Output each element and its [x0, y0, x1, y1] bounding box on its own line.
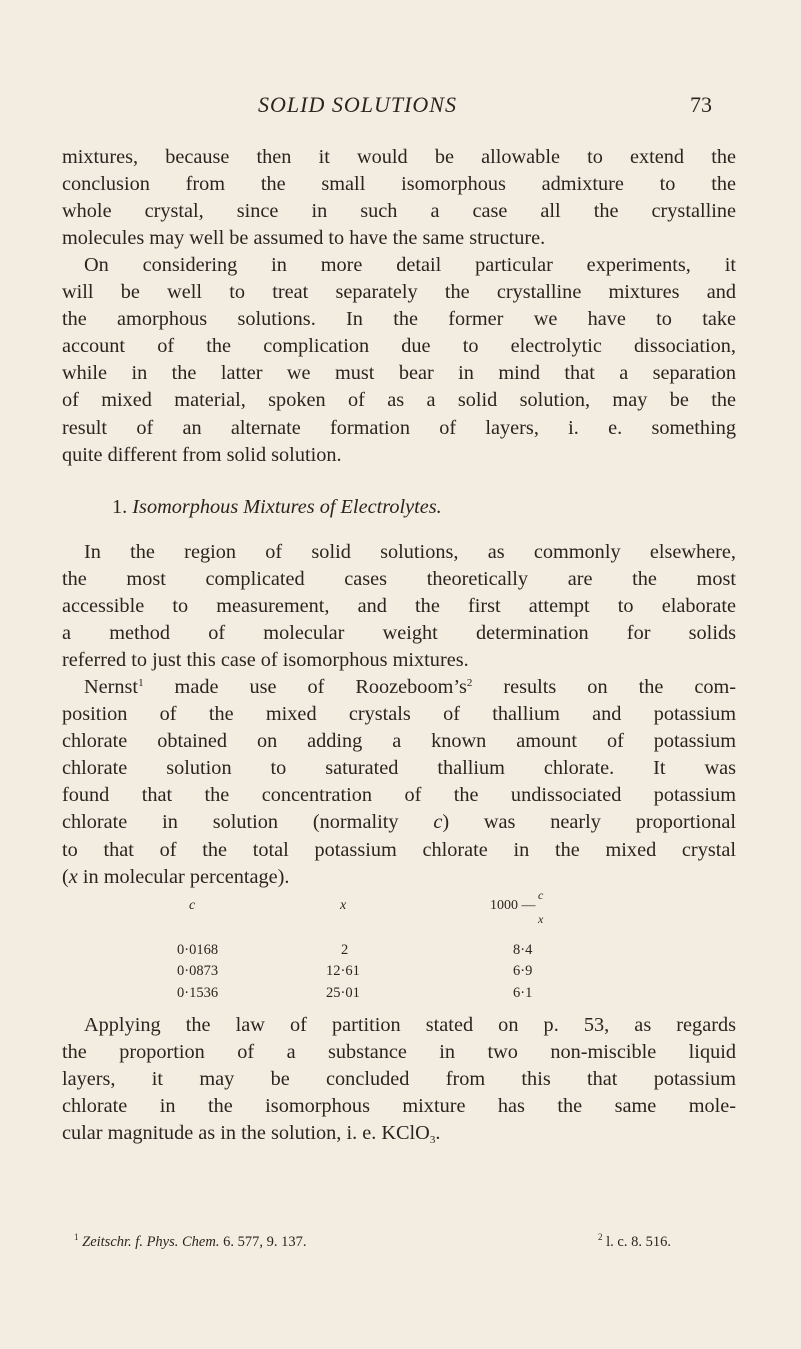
text-line: will be well to treat separately the crystalline mixtures and	[62, 281, 736, 304]
column-header-x: x	[340, 898, 347, 913]
footnote-1	[74, 1234, 306, 1251]
paragraph-4	[62, 674, 736, 891]
text-line: quite different from solid solution.	[62, 443, 342, 466]
text-run: (	[62, 865, 69, 888]
subscript: 3	[429, 1134, 436, 1147]
text-line: conclusion from the small isomorphous admixture to the	[62, 173, 736, 196]
footnote-mark: 2	[598, 1232, 603, 1242]
table-cell: 0·1536	[177, 985, 219, 1001]
text-run: .	[435, 1122, 441, 1145]
text-line: to that of the total potassium chlorate in the mixed crystal	[62, 838, 736, 861]
paragraph-2	[62, 252, 736, 469]
text-line: a method of molecular weight determination for solids	[62, 622, 736, 645]
citation-ref: l. c. 8. 516.	[602, 1234, 671, 1250]
journal-name: Zeitschr. f. Phys. Chem.	[82, 1234, 220, 1250]
section-number: 1.	[112, 496, 128, 518]
table-cell: 6·9	[513, 963, 533, 979]
paragraph-5	[62, 1012, 736, 1147]
text-run: results on the com-	[472, 676, 736, 698]
table-cell: 6·1	[513, 985, 533, 1001]
author-nernst: Nernst	[84, 676, 139, 698]
page-number: 73	[690, 92, 712, 117]
table-cell: 2	[341, 942, 349, 958]
text-line: chlorate in the isomorphous mixture has the same mole-	[62, 1095, 736, 1118]
text-line: result of an alternate formation of layers, i. e. something	[62, 416, 736, 439]
variable-c: c	[433, 811, 443, 834]
text-line: position of the mixed crystals of thallium and potassium	[62, 703, 736, 726]
text-line: chlorate solution to saturated thallium chlorate. It was	[62, 757, 736, 780]
text-line: the most complicated cases theoretically are the most	[62, 568, 736, 591]
column-header-ratio-prefix: 1000 —	[490, 898, 536, 913]
variable-x: x	[68, 865, 78, 888]
text-run: cular magnitude as in the solution, i. e. KClO	[62, 1122, 430, 1145]
table-cell: 12·61	[326, 963, 360, 979]
section-heading	[112, 496, 442, 519]
text-line: chlorate obtained on adding a known amount of potassium	[62, 730, 736, 753]
text-line: account of the complication due to electrolytic dissociation,	[62, 335, 736, 358]
running-header	[0, 92, 801, 124]
text-line: mixtures, because then it would be allowable to extend the	[62, 146, 736, 168]
text-line: molecules may well be assumed to have the same structure.	[62, 227, 546, 250]
table-cell: 8·4	[513, 942, 533, 958]
column-header-ratio-numerator: c	[538, 888, 544, 902]
text-line: On considering in more detail particular experiments, it	[84, 254, 736, 276]
column-header-c: c	[189, 898, 196, 913]
footnote-ref-1[interactable]: 1	[138, 677, 144, 689]
table-cell: 25·01	[326, 985, 360, 1001]
paragraph-1	[62, 144, 736, 252]
text-line: layers, it may be concluded from this that potassium	[62, 1068, 736, 1091]
text-line	[62, 864, 736, 891]
paragraph-3	[62, 539, 736, 674]
running-title: SOLID SOLUTIONS	[258, 92, 457, 117]
text-line: while in the latter we must bear in mind that a separation	[62, 362, 736, 385]
text-line	[62, 809, 736, 836]
text-run: in molecular percentage).	[77, 865, 290, 888]
column-header-ratio-denominator: x	[538, 912, 544, 926]
text-line: the amorphous solutions. In the former we have to take	[62, 308, 736, 331]
text-line: of mixed material, spoken of as a solid solution, may be the	[62, 389, 736, 412]
text-run: ) was nearly proportional	[442, 811, 736, 834]
text-line: In the region of solid solutions, as commonly elsewhere,	[84, 541, 736, 563]
table-cell: 0·0168	[177, 942, 219, 958]
text-run: made use of Roozeboom’s	[143, 676, 467, 698]
section-title: Isomorphous Mixtures of Electrolytes.	[132, 496, 442, 518]
text-run: chlorate in solution (normality	[62, 811, 434, 834]
text-line: referred to just this case of isomorphous mixtures.	[62, 649, 469, 672]
footnote-2	[598, 1234, 671, 1251]
text-line: Applying the law of partition stated on p. 53, as regards	[84, 1014, 736, 1036]
text-line	[62, 1120, 736, 1147]
text-line: found that the concentration of the undissociated potassium	[62, 784, 736, 807]
text-line: accessible to measurement, and the first attempt to elaborate	[62, 595, 736, 618]
text-line	[62, 674, 736, 701]
table-cell: 0·0873	[177, 963, 219, 979]
citation-ref: 6. 577, 9. 137.	[219, 1234, 307, 1250]
text-line: the proportion of a substance in two non-miscible liquid	[62, 1041, 736, 1064]
text-line: whole crystal, since in such a case all the crystalline	[62, 200, 736, 223]
footnote-mark: 1	[74, 1232, 79, 1242]
footnote-ref-2[interactable]: 2	[466, 677, 473, 689]
